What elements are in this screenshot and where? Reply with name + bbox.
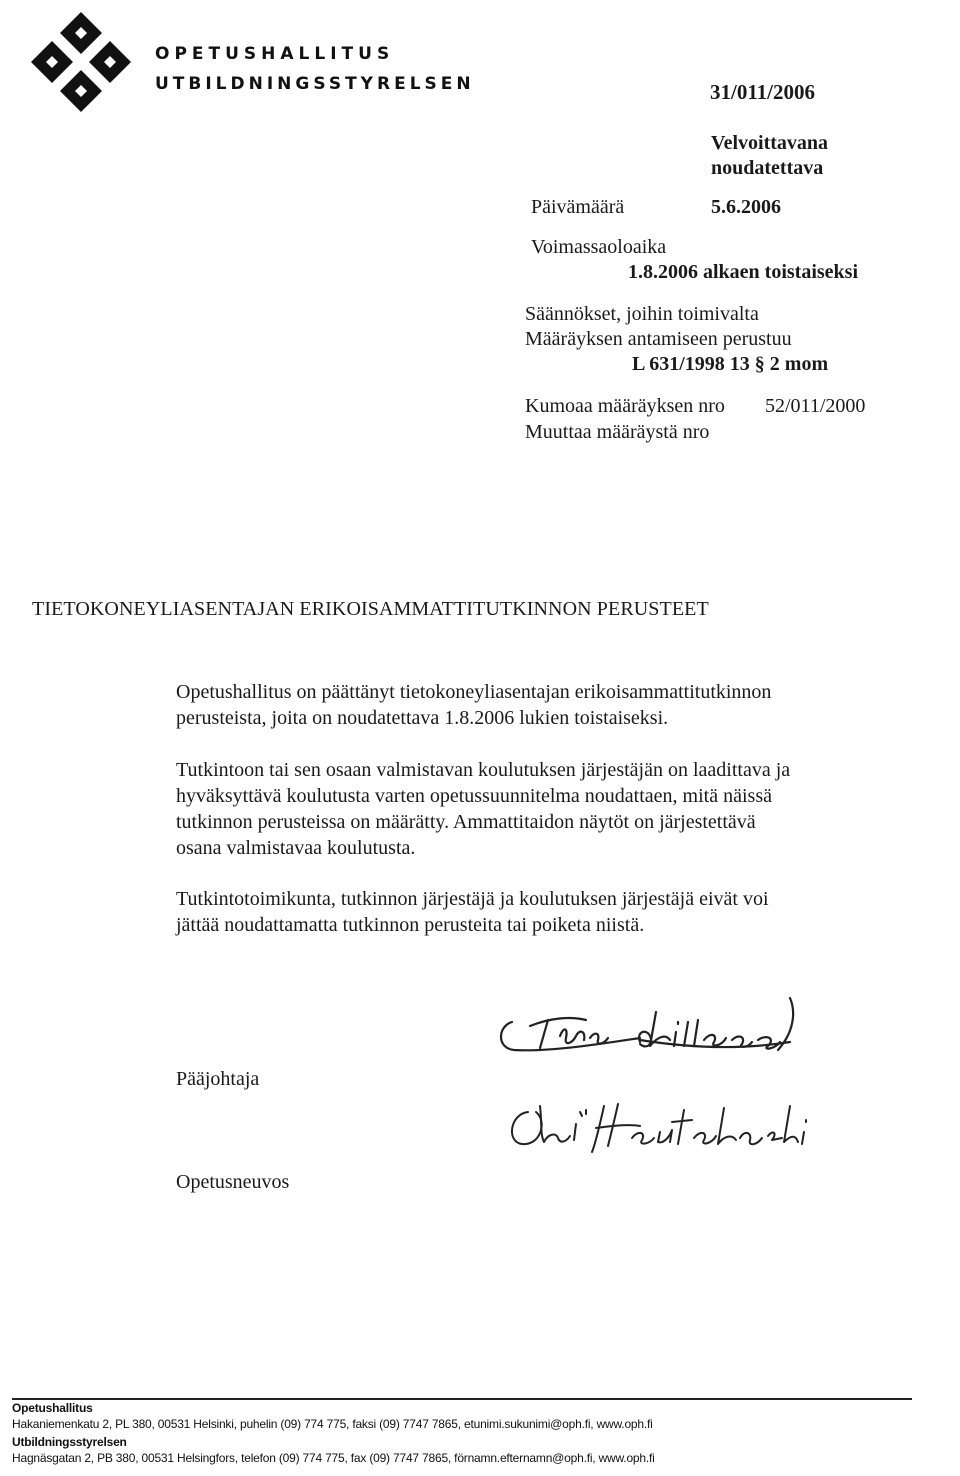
org-name-finnish: OPETUSHALLITUS [155,44,395,64]
signature-director-general-icon [490,992,810,1062]
repeals-value: 52/011/2000 [765,395,866,417]
status-line-1: Velvoittavana [711,132,829,154]
opetushallitus-logo-icon [22,10,140,124]
validity-value: 1.8.2006 alkaen toistaiseksi [628,261,859,283]
signatory-title-director-general: Pääjohtaja [176,1068,260,1090]
footer-divider [12,1398,912,1400]
date-value: 5.6.2006 [711,196,781,218]
footer-address-finnish: Hakaniemenkatu 2, PL 380, 00531 Helsinki, puhelin (09) 774 775, faksi (09) 7747 7865, etunimi.sukunimi@oph.fi, www.oph.fi [12,1417,653,1431]
paragraph-line: tutkinnon perusteissa on määrätty. Ammattitaidon näytöt on järjestettävä [176,811,756,833]
document-number: 31/011/2006 [710,80,816,104]
signatory-title-counsellor: Opetusneuvos [176,1171,290,1193]
paragraph-line: perusteista, joita on noudatettava 1.8.2006 lukien toistaiseksi. [176,707,669,729]
paragraph-line: Opetushallitus on päättänyt tietokoneyliasentajan erikoisammattitutkinnon [176,681,772,703]
paragraph-line: hyväksyttävä koulutusta varten opetussuunnitelma noudattaen, mitä näissä [176,785,772,807]
paragraph-curriculum [176,757,906,861]
footer-org-finnish: Opetushallitus [12,1401,93,1415]
amends-label: Muuttaa määräystä nro [525,421,710,443]
paragraph-line: jättää noudattamatta tutkinnon perusteita tai poiketa niistä. [176,914,645,936]
date-label: Päivämäärä [531,196,625,218]
paragraph-compliance [176,886,906,938]
document-title: TIETOKONEYLIASENTAJAN ERIKOISAMMATTITUTKINNON PERUSTEET [32,598,709,620]
repeals-label: Kumoaa määräyksen nro [525,395,725,417]
authority-line-1: Säännökset, joihin toimivalta [525,303,759,325]
signature-counsellor-icon [500,1098,820,1158]
paragraph-line: Tutkintoon tai sen osaan valmistavan koulutuksen järjestäjän on laadittava ja [176,759,791,781]
org-name-swedish: UTBILDNINGSSTYRELSEN [155,74,475,94]
footer-org-swedish: Utbildningsstyrelsen [12,1435,127,1449]
validity-label: Voimassaoloaika [531,236,667,258]
paragraph-decision [176,679,906,731]
authority-line-2: Määräyksen antamiseen perustuu [525,328,792,350]
authority-value: L 631/1998 13 § 2 mom [632,353,829,375]
paragraph-line: Tutkintotoimikunta, tutkinnon järjestäjä ja koulutuksen järjestäjä eivät voi [176,888,769,910]
status-line-2: noudatettava [711,157,824,179]
footer-address-swedish: Hagnäsgatan 2, PB 380, 00531 Helsingfors, telefon (09) 774 775, fax (09) 7747 7865, förnamn.efternamn@oph.fi, www.oph.fi [12,1451,655,1465]
paragraph-line: osana valmistavaa koulutusta. [176,837,416,859]
